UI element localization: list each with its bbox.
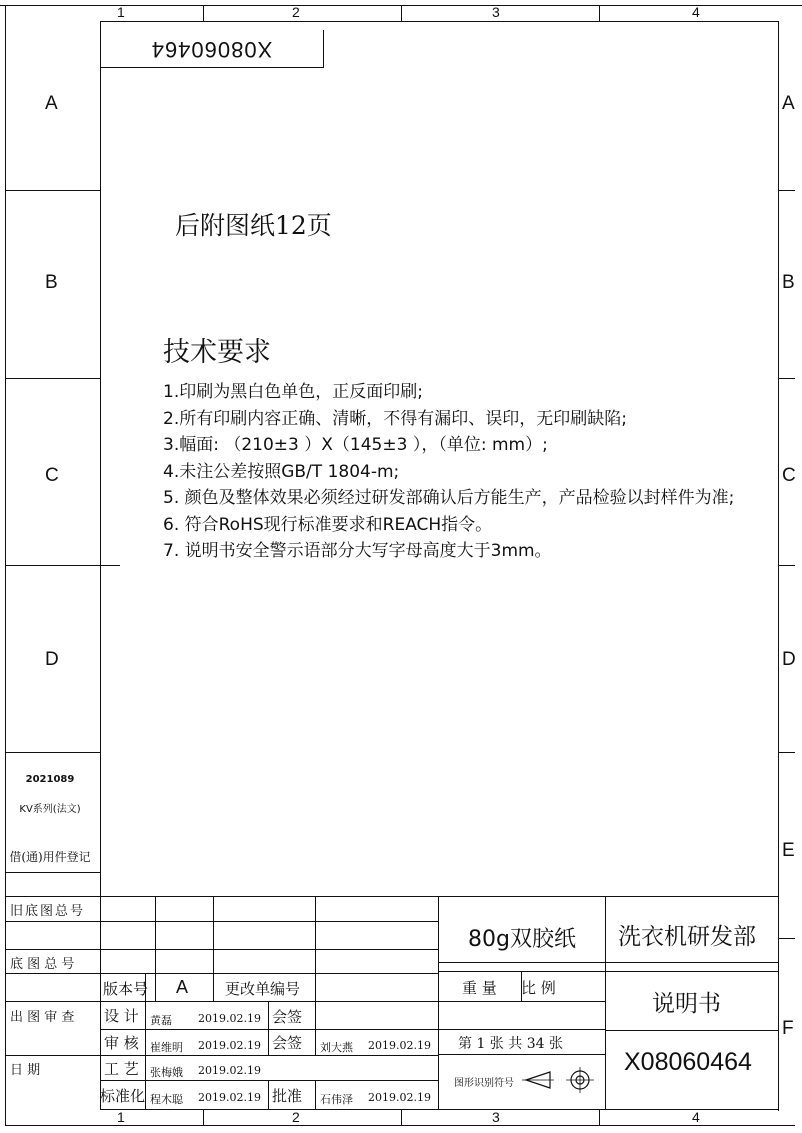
frame-inner-right	[778, 21, 779, 1111]
row-letter: C	[782, 465, 796, 486]
requirement-item: 2.所有印刷内容正确、清晰，不得有漏印、误印，无印刷缺陷;	[163, 408, 627, 429]
scale-label: 比 例	[521, 979, 556, 997]
requirement-item: 6. 符合RoHS现行标准要求和REACH指令。	[163, 514, 493, 535]
column-number: 2	[292, 4, 300, 20]
label-review: 出 图 审 查	[10, 1010, 75, 1025]
column-number: 4	[692, 4, 700, 20]
col-tick	[401, 5, 402, 21]
side-register: 借(通)用件登记	[9, 850, 91, 864]
column-number: 3	[492, 4, 500, 20]
row-letter: D	[782, 649, 796, 670]
column-number: 1	[117, 1109, 125, 1125]
frame-inner-left	[100, 21, 101, 896]
column-number: 1	[117, 4, 125, 20]
name-process: 张梅娥	[150, 1066, 183, 1079]
requirement-item: 1.印刷为黑白色单色，正反面印刷;	[163, 382, 423, 402]
approve-date: 2019.02.19	[368, 1091, 431, 1104]
date-design: 2019.02.19	[198, 1012, 261, 1025]
row-letter: A	[45, 93, 58, 114]
frame-inner-bottom	[100, 1109, 779, 1110]
column-number: 2	[292, 1109, 300, 1125]
technical-requirements-title: 技术要求	[163, 337, 271, 368]
col-tick	[203, 1109, 204, 1125]
side-number: 2021089	[25, 774, 75, 785]
requirement-item: 3.幅面: （210±3 ）X（145±3 ），（单位: mm）;	[163, 435, 548, 455]
approve-name: 石伟泽	[320, 1093, 353, 1106]
rotated-code-text: X08060464	[150, 37, 273, 62]
department: 洗衣机研发部	[618, 924, 756, 950]
date-review: 2019.02.19	[198, 1039, 261, 1052]
version-label: 版本号	[103, 980, 149, 998]
row-tick	[778, 378, 795, 379]
document-name: 说明书	[652, 991, 721, 1017]
approve-label: 批准	[272, 1087, 303, 1105]
material: 80g双胶纸	[468, 927, 576, 952]
countersign-date: 2019.02.19	[368, 1039, 431, 1052]
role-design: 设 计	[104, 1007, 139, 1025]
col-tick	[401, 1109, 402, 1125]
side-series: KV系列(法文)	[19, 804, 81, 815]
attached-pages-note: 后附图纸12页	[175, 211, 332, 240]
row-divider	[5, 752, 100, 753]
label-date: 日 期	[10, 1063, 41, 1078]
version-value: A	[176, 977, 189, 997]
row-letter: E	[782, 840, 795, 861]
row-tick	[778, 752, 795, 753]
graphic-id-label: 图形识别符号	[454, 1078, 514, 1089]
frame-outer-bottom	[5, 1125, 795, 1126]
row-tick	[778, 190, 795, 191]
column-number: 3	[492, 1109, 500, 1125]
role-standardization: 标准化	[100, 1087, 146, 1105]
role-review: 审 核	[104, 1034, 139, 1052]
row-divider	[5, 872, 100, 873]
row-divider	[5, 565, 120, 566]
sheet-info: 第 1 张 共 34 张	[458, 1036, 563, 1052]
role-process: 工 艺	[104, 1060, 139, 1078]
name-design: 黄磊	[150, 1014, 172, 1027]
column-number: 4	[692, 1109, 700, 1125]
row-tick	[778, 565, 795, 566]
row-letter: C	[45, 465, 59, 486]
countersign-name: 刘大燕	[320, 1041, 353, 1054]
requirement-item: 5. 颜色及整体效果必须经过研发部确认后方能生产，产品检验以封样件为准;	[163, 488, 735, 508]
row-letter: B	[782, 272, 795, 293]
requirement-item: 7. 说明书安全警示语部分大写字母高度大于3mm。	[163, 541, 552, 561]
rotated-document-code	[100, 30, 324, 68]
row-letter: A	[782, 93, 795, 114]
countersign-label: 会签	[272, 1034, 303, 1052]
name-standardization: 程木聪	[150, 1093, 183, 1106]
col-tick	[599, 5, 600, 21]
requirement-item: 4.未注公差按照GB/T 1804-m;	[163, 461, 400, 482]
countersign-label: 会签	[272, 1008, 303, 1026]
weight-label: 重 量	[462, 979, 497, 997]
change-number-label: 更改单编号	[225, 980, 301, 998]
label-base-number: 底 图 总 号	[10, 957, 75, 972]
frame-inner-top	[100, 21, 779, 22]
col-tick	[203, 5, 204, 21]
projection-symbol-icon	[522, 1067, 602, 1093]
date-process: 2019.02.19	[198, 1064, 261, 1077]
row-divider	[5, 378, 100, 379]
row-tick	[778, 938, 795, 939]
row-letter: D	[45, 649, 59, 670]
row-letter: F	[782, 1018, 794, 1039]
row-letter: B	[45, 272, 58, 293]
date-standardization: 2019.02.19	[198, 1091, 261, 1104]
document-number: X08060464	[624, 1048, 752, 1076]
col-tick	[599, 1109, 600, 1125]
name-review: 崔维明	[150, 1041, 183, 1054]
technical-requirements-list	[163, 379, 734, 565]
label-old-base-number: 旧底图总号	[10, 904, 86, 919]
row-divider	[5, 190, 100, 191]
